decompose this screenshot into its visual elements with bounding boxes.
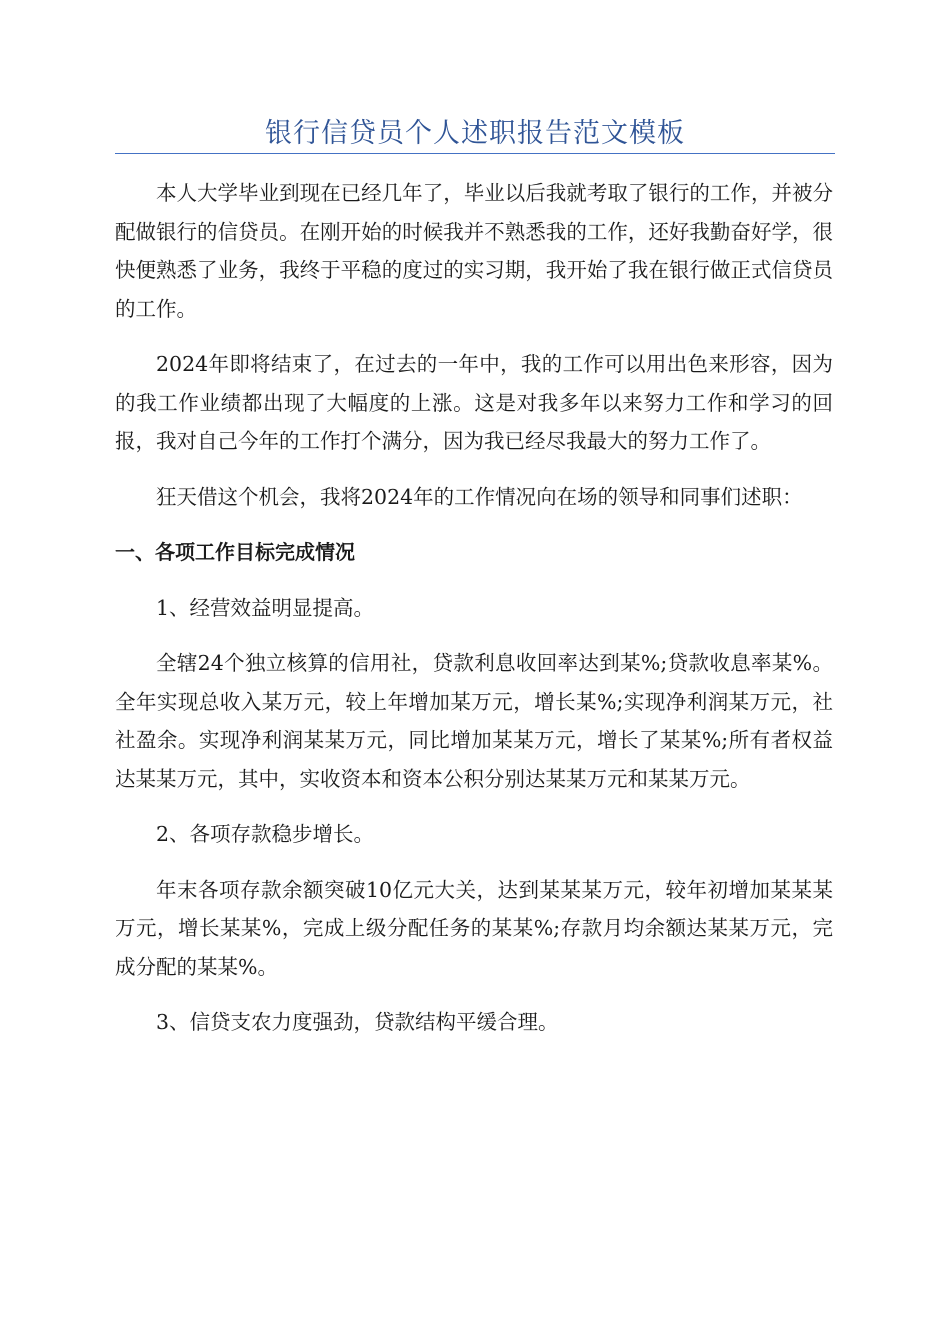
paragraph-year-summary: 2024年即将结束了，在过去的一年中，我的工作可以用出色来形容，因为的我工作业绩都出现了大幅度的上涨。这是对我多年以来努力工作和学习的回报，我对自己今年的工作打个满分，因为我已经尽我最大的努力工作了。	[115, 352, 833, 453]
paragraph-intro: 本人大学毕业到现在已经几年了，毕业以后我就考取了银行的工作，并被分配做银行的信贷员。在刚开始的时候我并不熟悉我的工作，还好我勤奋好学，很快便熟悉了业务，我终于平稳的度过的实习期，我开始了我在银行做正式信贷员的工作。	[115, 181, 833, 321]
item-3-title: 3、信贷支农力度强劲，贷款结构平缓合理。	[156, 1010, 559, 1034]
item-1-title: 1、经营效益明显提高。	[156, 595, 375, 620]
item-2-body: 年末各项存款余额突破10亿元大关，达到某某某万元，较年初增加某某某万元，增长某某%，完成上级分配任务的某某%;存款月均余额达某某万元，完成分配的某某%。	[115, 877, 833, 979]
item-2-title: 2、各项存款稳步增长。	[156, 822, 375, 846]
section-heading: 一、各项工作目标完成情况	[115, 540, 355, 564]
document-body	[115, 174, 833, 1059]
paragraph-occasion: 狂天借这个机会，我将2024年的工作情况向在场的领导和同事们述职：	[156, 484, 803, 509]
title-underline	[115, 153, 835, 154]
document-title: 银行信贷员个人述职报告范文模板	[265, 118, 685, 149]
item-1-body: 全辖24个独立核算的信用社，贷款利息收回率达到某%;贷款收息率某%。全年实现总收入某万元，较上年增加某万元，增长某%;实现净利润某万元，社社盈余。实现净利润某某万元，同比增加某某万元，增长了某某%;所有者权益达某某万元，其中，实收资本和资本公积分别达某某万元和某某万元。	[115, 651, 833, 791]
